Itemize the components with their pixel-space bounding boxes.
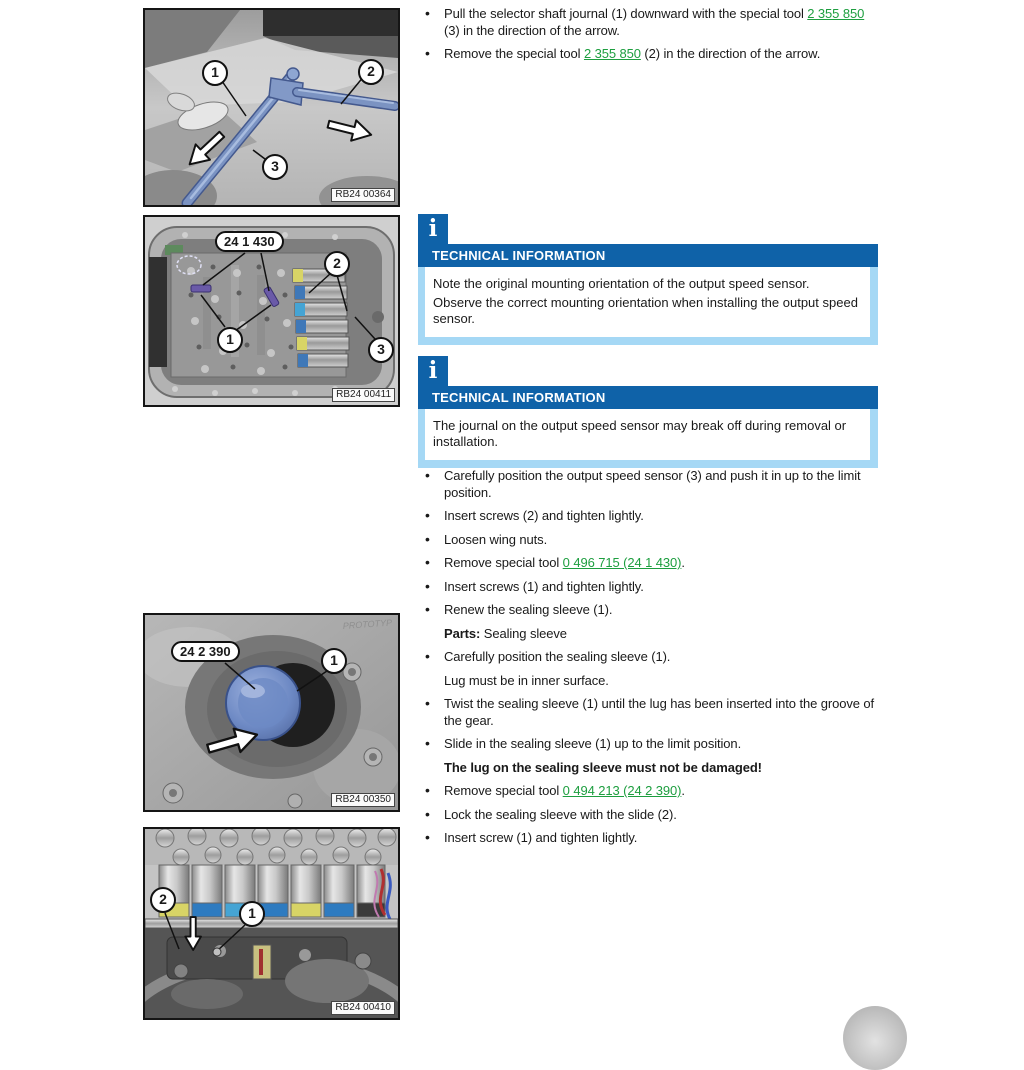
bullet-marker: • [425,467,430,483]
instruction-list-top [418,6,878,70]
bullet-marker: • [425,5,430,21]
instruction-text: Parts: [444,625,481,641]
instruction-bullet [418,649,878,666]
instruction-text: (3) in the direction of the arrow. [444,22,620,38]
technical-information-body [418,267,878,345]
bullet-marker: • [425,507,430,523]
instruction-text: Lock the sealing sleeve with the slide (2). [444,806,677,822]
technical-information-title: TECHNICAL INFORMATION [418,244,878,267]
technical-information-title: TECHNICAL INFORMATION [418,386,878,409]
bullet-marker: • [425,648,430,664]
bullet-marker: • [425,530,430,547]
callout-1: 1 [202,60,228,86]
solenoid-row-illustration [145,829,398,1018]
instruction-text: Pull the selector shaft journal (1) downward with the special tool [444,6,808,21]
figure-ref-label: RB24 00410 [331,1001,395,1015]
bullet-marker: • [425,577,430,594]
callout-1: 1 [321,648,347,674]
figure-solenoid-row-photo [143,827,400,1020]
figure-ref-label: RB24 00411 [332,388,395,402]
bullet-marker: • [425,601,430,617]
callout-2: 2 [150,887,176,913]
instruction-text: Lug must be in inner surface. [444,672,609,688]
tool-marker-left [191,285,211,292]
instruction-text: Twist the sealing sleeve (1) until the lug has been inserted into the groove of the gear. [444,696,875,728]
callout-1: 1 [217,327,243,353]
technical-information-body [418,409,878,468]
instruction-text: Sealing sleeve [480,625,567,641]
info-icon: i [418,356,448,386]
bullet-marker: • [425,829,430,845]
instruction-note [418,760,878,777]
instruction-text: Remove special tool [444,783,563,798]
instruction-text: Loosen wing nuts. [444,531,548,547]
technical-information-box-2 [418,356,878,468]
bullet-marker: • [425,695,430,711]
instruction-bullet [418,602,878,619]
instruction-text: Insert screw (1) and tighten lightly. [444,830,638,845]
instruction-list-main [418,468,878,854]
instruction-text: The lug on the sealing sleeve must not be damaged! [444,759,762,775]
instruction-text: Remove special tool [444,555,563,570]
instruction-bullet [418,532,878,549]
instruction-bullet [418,807,878,824]
instruction-text: . [681,783,685,798]
figure-sealing-sleeve-photo [143,613,400,812]
special-tool-label-24-2-390: 24 2 390 [171,641,240,662]
bullet-marker: • [425,782,430,798]
instruction-text: Carefully position the output speed sensor (3) and push it in up to the limit position. [444,468,861,500]
info-line: The journal on the output speed sensor may break off during removal or installation. [433,418,847,449]
instruction-note [418,673,878,690]
callout-3: 3 [262,154,288,180]
info-line: Observe the correct mounting orientation when installing the output speed sensor. [433,295,858,326]
solenoid-cylinders [159,865,385,917]
info-line: Note the original mounting orientation of the output speed sensor. [433,276,810,291]
embossed-prototyp-text: PROTOTYP [342,617,393,631]
instruction-bullet [418,830,878,847]
special-tool-label-24-1-430: 24 1 430 [215,231,284,252]
instruction-text: Carefully position the sealing sleeve (1). [444,649,671,664]
instruction-bullet [418,468,878,501]
instruction-bullet [418,508,878,525]
bullet-marker: • [425,805,430,822]
instruction-text: (2) in the direction of the arrow. [640,46,821,61]
figure-valve-body-photo [143,215,400,407]
info-icon: i [418,214,448,244]
part-number-link[interactable]: 0 496 715 (24 1 430) [562,555,682,570]
bullet-marker: • [425,554,430,570]
instruction-bullet [418,46,878,63]
instruction-bullet [418,736,878,753]
instruction-text: Slide in the sealing sleeve (1) up to the limit position. [444,736,742,751]
callout-2: 2 [324,251,350,277]
instruction-bullet [418,6,878,39]
instruction-text: Insert screws (1) and tighten lightly. [444,578,644,594]
instruction-bullet [418,579,878,596]
page-curl-circle[interactable] [843,1006,907,1070]
figure-selector-shaft-photo [143,8,400,207]
part-number-link[interactable]: 0 494 213 (24 2 390) [562,783,682,798]
instruction-bullet [418,696,878,729]
technical-information-box-1 [418,214,878,345]
bullet-marker: • [425,735,430,751]
figure-ref-label: RB24 00350 [331,793,395,807]
instruction-text: Insert screws (2) and tighten lightly. [444,508,644,523]
callout-3: 3 [368,337,394,363]
callout-2: 2 [358,59,384,85]
bullet-marker: • [425,45,430,61]
callout-1: 1 [239,901,265,927]
instruction-text: Remove the special tool [444,46,584,61]
instruction-bullet [418,555,878,572]
part-number-link[interactable]: 2 355 850 [807,6,865,21]
figure-ref-label: RB24 00364 [331,188,395,202]
part-number-link[interactable]: 2 355 850 [583,46,641,61]
instruction-bullet [418,783,878,800]
instruction-text: Renew the sealing sleeve (1). [444,602,613,617]
instruction-text: . [681,555,685,570]
instruction-note [418,626,878,643]
